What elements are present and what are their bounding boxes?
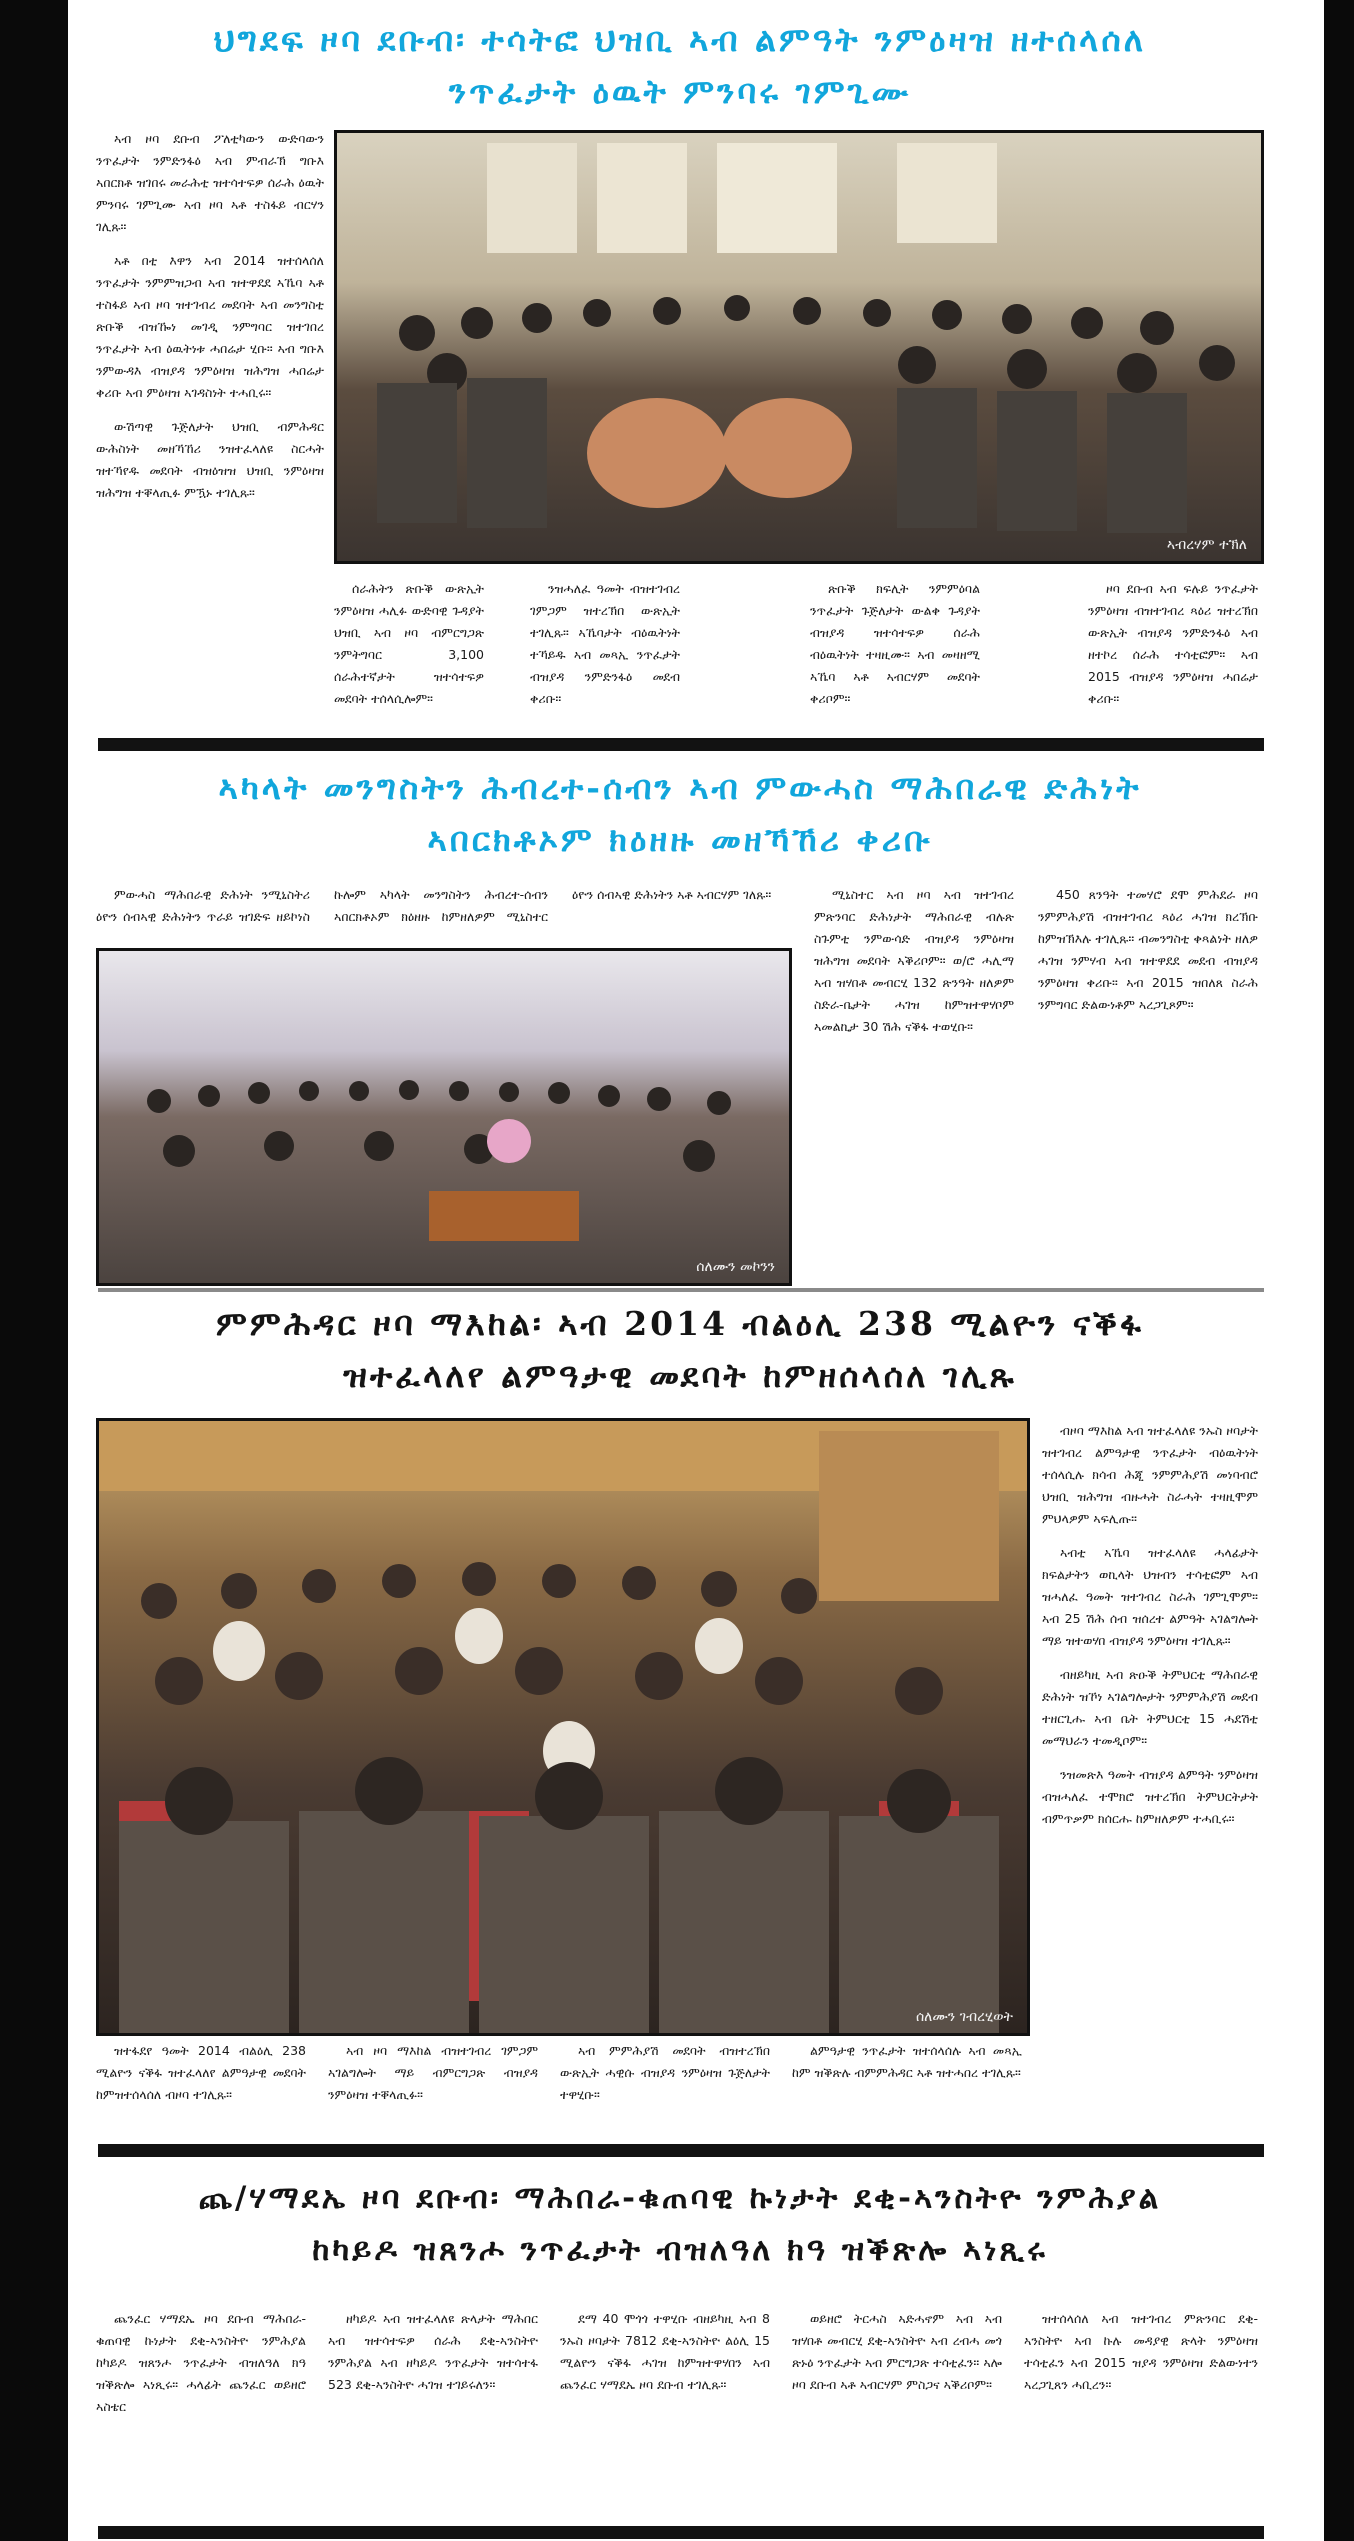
- article3-side-column: [1042, 1420, 1258, 2030]
- article3-column-3: [560, 2040, 770, 2140]
- paragraph: ዘካይዶ ኣብ ዝተፈላለዩ ጽላታት ማሕበር ኣብ ዝተሳተፍዎ ሰራሕ ደቂ-ኣንስትዮ ንምሕያል ኣብ ዘካይዶ ንጥፈታት ዝተሳተፋ 523 ደቂ-ኣንስትዮ ሓገዝ ተገይሩለን።: [328, 2311, 538, 2392]
- headline-line: ዝተፈላለየ ልምዓታዊ መደባት ከምዘሰላሰለ ገሊጹ: [343, 1356, 1017, 1395]
- paragraph: ጨንፈር ሃማደኤ ዞባ ደቡብ ማሕበራ-ቁጠባዊ ኩነታት ደቂ-ኣንስትዮ ንምሕያል ከካይዶ ዝጸንሖ ንጥፈታት ብዝለዓለ ክዓ ዝቕጽሎ ኣነጺሩ። ሓላፊት ጨንፈር ወይዘሮ ኣስቴር: [96, 2311, 306, 2414]
- article2-lead-columns: [96, 884, 786, 944]
- article1-side-column: [96, 128, 324, 576]
- paragraph: ሚኒስተር ኣብ ዞባ ኣብ ዝተገብረ ምጽንባር ድሕነታት ማሕበራዊ ብሉጽ ስጉምቲ ንምውሳድ ብዝያዳ ንምዕዛዝ ዝሕግዝ መደባት ኣቕሪቦም። ወ/ሮ ሓሊማ ኣብ ዝሃበቶ መብርሂ 132 ጽንዓት ዘለዎም ስድራ-ቤታት ሓገዝ ከምዝተዋሃቦም ኣመልኪታ 30 ሽሕ ናቕፋ ተወሂቡ።: [814, 887, 1014, 1034]
- article3-headline: [90, 1298, 1270, 1402]
- paragraph: ኣብ ዞባ ደቡብ ፖለቲካውን ውድባውን ንጥፈታት ንምድንፋዕ ኣብ ምብራኽ ግቡእ ኣበርክቶ ዝገበሩ መራሕቲ ዝተሳተፍዎ ሰራሕ ዕዉት ምንባሩ ገምጊሙ ኣብ ዞባ ኣቶ ተስፋይ ብርሃን ገሊጹ።: [96, 131, 324, 234]
- article1-column-3: [810, 578, 980, 728]
- article4-column-4: [792, 2308, 1002, 2518]
- headline-line: ህግደፍ ዞባ ደቡብ፡ ተሳትፎ ህዝቢ ኣብ ልምዓት ንምዕዛዝ ዘተሰላሰለ: [213, 20, 1147, 59]
- paragraph: ውሽጣዊ ጉጅለታት ህዝቢ ብምሕዳር ውሕስነት መዘኻኸሪ ንዝተፈላለዩ ስርሓት ዝተኻየዱ መደባት ብዝዕዝዝ ህዝቢ ንምዕዛዝ ዝሕግዝ ተቐላጢፉ ምዃኑ ተገሊጹ።: [96, 419, 324, 500]
- article1-column-1: [334, 578, 484, 728]
- article3-column-4: [792, 2040, 1022, 2140]
- paragraph: ንዝሓለፈ ዓመት ብዝተገብረ ገምጋም ዝተረኽበ ውጽኢት ተገሊጹ። ኣኼባታት ብዕዉትነት ተኻይዱ ኣብ መጻኢ ንጥፈታት ብዝያዳ ንምድንፋዕ መደብ ቀሪቡ።: [530, 581, 680, 706]
- paragraph: ኣብ ዞባ ማእከል ብዝተገብረ ገምጋም ኣገልግሎት ማይ ብምርግጋጽ ብዝያዳ ንምዕዛዝ ተቐላጢፉ።: [328, 2043, 538, 2102]
- headline-line: ምምሕዳር ዞባ ማእከል፡ ኣብ 2014 ብልዕሊ 238 ሚልዮን ናቕፋ: [216, 1304, 1144, 1343]
- article2-column-3: [1038, 884, 1258, 1280]
- article4-column-3: [560, 2308, 770, 2518]
- article1-headline: [90, 14, 1270, 118]
- article4-column-2: [328, 2308, 538, 2518]
- page-content: [90, 0, 1270, 2541]
- paragraph: 450 ጸንዓት ተመሃሮ ደሞ ምሕደራ ዞባ ንምምሕያሽ ብዝተገብረ ጻዕሪ ሓገዝ ክረኽቡ ከምዝኽእሉ ተገሊጹ። ብመንግስቲ ቀጻልነት ዘለዎ ሓገዝ ንምሃብ ኣብ ዝተዋደደ መደብ ብዝያዳ ንምዕዛዝ ቀሪቡ። ኣብ 2015 ዝበለጸ ስራሕ ንምግባር ድልውነቶም ኣረጋጊጾም።: [1038, 887, 1258, 1012]
- paragraph: ኣቶ በቲ እዋን ኣብ 2014 ዝተሰላሰለ ንጥፈታት ንምምዝጋብ ኣብ ዝተዋደደ ኣኼባ ኣቶ ተስፋይ ኣብ ዞባ ዝተገብረ መደባት ኣብ መንግስቲ ጽቡቕ ብዝዀነ መገዲ ንምግባር ዝተገበረ ንጥፈታት ኣብ ዕዉትነቱ ሓበሬታ ሂቡ። ኣብ ግቡእ ንምውዳእ ብዝያዳ ንምዕዛዝ ዝሕግዝ ሓበሬታ ቀሪቡ ኣብ ምዕዛዝ ኣገዳስነት ተሓቢሩ።: [96, 253, 324, 400]
- article2-column-2: [814, 884, 1014, 1280]
- photo-credit: ሰለሙን መኮንን: [696, 1259, 775, 1275]
- article4-column-1: [96, 2308, 306, 2518]
- headline-line: ኣካላት መንግስትን ሕብረተ-ሰብን ኣብ ምውሓስ ማሕበራዊ ድሕነት: [218, 768, 1142, 807]
- page-bottom-rule: [98, 2526, 1264, 2539]
- left-margin-bar: [0, 0, 68, 2541]
- section-divider: [98, 738, 1264, 751]
- paragraph: ልምዓታዊ ንጥፈታት ዝተሰላሰሉ ኣብ መጻኢ ከም ዝቕጽሉ ብምምሕዳር ኣቶ ዝተሓበረ ተገሊጹ።: [792, 2043, 1022, 2080]
- paragraph: ጽቡቕ ክፍሊት ንምምዕባል ንጥፈታት ጉጅለታት ውልቀ ጉዳያት ብዝያዳ ዝተሳተፍዎ ሰራሕ ብዕዉትነት ተዛዚሙ። ኣብ መዛዘሚ ኣኼባ ኣቶ ኣብርሃም መደባት ቀሪቦም።: [810, 581, 980, 706]
- article4-headline: [90, 2172, 1270, 2276]
- paragraph: ኣብቲ ኣኼባ ዝተፈላለዩ ሓላፊታት ክፍልታትን ወኪላት ህዝብን ተሳቲፎም ኣብ ዝሓለፈ ዓመት ዝተገብረ ስራሕ ገምጊሞም። ኣብ 25 ሽሕ ሰብ ዝሰረተ ልምዓት ኣገልግሎት ማይ ዝተወሃበ ብዝያዳ ንምዕዛዝ ተገሊጹ።: [1042, 1545, 1258, 1648]
- headline-line: ንጥፈታት ዕዉት ምንባሩ ገምጊሙ: [448, 72, 912, 111]
- article3-photo-audience: [96, 1418, 1030, 2036]
- article1-column-2: [530, 578, 680, 728]
- section-divider-thin: [98, 1288, 1264, 1292]
- photo-credit: ሰለሙን ገብረሂወት: [915, 2009, 1013, 2025]
- paragraph: ሰራሕትን ጽቡቕ ውጽኢት ንምዕዛዝ ሓሊፉ ውድባዊ ጉዳያት ህዝቢ ኣብ ዞባ ብምርግጋጽ ንምትግባር 3,100 ሰራሕተኛታት ዝተሳተፍዎ መደባት ተሰላሲሎም።: [334, 581, 484, 706]
- headline-line: ጨ/ሃማደኤ ዞባ ደቡብ፡ ማሕበራ-ቁጠባዊ ኩነታት ደቂ-ኣንስትዮ ንምሕያል: [198, 2180, 1162, 2216]
- section-divider: [98, 2144, 1264, 2157]
- paragraph: ኣብ ምምሕያሽ መደባት ብዝተረኽበ ውጽኢት ሓዊሱ ብዝያዳ ንምዕዛዝ ጉጅለታት ተዋሂቡ።: [560, 2043, 770, 2102]
- article1-photo-meeting-hall: [334, 130, 1264, 564]
- photo-credit: ኣብረሃም ተኽለ: [1166, 537, 1247, 553]
- paragraph: ንዝመጽእ ዓመት ብዝያዳ ልምዓት ንምዕዛዝ ብዝሓለፈ ተሞክሮ ዝተረኽበ ትምህርትታት ብምጥቃም ክሰርሑ ከምዘለዎም ተሓቢሩ።: [1042, 1767, 1258, 1826]
- paragraph: ብዘይካዚ ኣብ ጽዑቕ ትምህርቲ ማሕበራዊ ድሕነት ዝኾነ ኣገልግሎታት ንምምሕያሽ መደብ ተዘርጊሑ ኣብ ቤት ትምህርቲ 15 ሓደሽቲ መማህራን ተመዲቦም።: [1042, 1667, 1258, 1748]
- headline-line: ኣበርክቶኦም ክዕዘዙ መዘኻኸሪ ቀሪቡ: [427, 820, 933, 859]
- article2-headline: [90, 762, 1270, 866]
- article3-column-1: [96, 2040, 306, 2140]
- article1-column-4: [1088, 578, 1258, 728]
- paragraph: ወይዘሮ ትርሓስ ኣድሓኖም ኣብ ኣብ ዝሃበቶ መብርሂ ደቂ-ኣንስትዮ ኣብ ረብሓ መጎ ጽኑዕ ንጥፈታት ኣብ ምርግጋጽ ተሳቲፈን። ኣሎ ዞባ ደቡብ ኣቶ ኣብርሃም ምስጋና ኣቕሪቦም።: [792, 2311, 1002, 2392]
- paragraph: ዝተፋደየ ዓመት 2014 ብልዕሊ 238 ሚልዮን ናቕፋ ዝተፈላለየ ልምዓታዊ መደባት ከምዝተሰላሰለ ብዞባ ተገሊጹ።: [96, 2043, 306, 2102]
- article2-photo-assembly: [96, 948, 792, 1286]
- article4-column-5: [1024, 2308, 1258, 2518]
- paragraph: ደማ 40 ሞጎጎ ተዋሂቡ ብዘይካዚ ኣብ 8 ንኡስ ዞባታት 7812 ደቂ-ኣንስትዮ ልዕሊ 15 ሚልዮን ናቕፋ ሓገዝ ከምዝተዋሃበን ኣብ ጨንፈር ሃማደኤ ዞባ ደቡብ ተገሊጹ።: [560, 2311, 770, 2392]
- right-margin-bar: [1324, 0, 1354, 2541]
- paragraph: ዞባ ደቡብ ኣብ ፍሉይ ንጥፈታት ንምዕዛዝ ብዝተገብረ ጻዕሪ ዝተረኽበ ውጽኢት ብዝያዳ ንምድንፋዕ ኣብ ዘተኮረ ሰራሕ ተሳቲፎም። ኣብ 2015 ብዝያዳ ንምዕዛዝ ሓበሬታ ቀሪቡ።: [1088, 581, 1258, 706]
- article3-column-2: [328, 2040, 538, 2140]
- headline-line: ከካይዶ ዝጸንሖ ንጥፈታት ብዝለዓለ ክዓ ዝቕጽሎ ኣነጺሩ: [312, 2232, 1048, 2268]
- paragraph: ምውሓስ ማሕበራዊ ድሕነት ንሚኒስትሪ ዕዮን ሰብኣዊ ድሕነትን ጥራይ ዝገድፍ ዘይኮነስ ኩሎም ኣካላት መንግስትን ሕብረተ-ሰብን ኣበርክቶኦም ክዕዘዙ ከምዘለዎም ሚኒስተር ዕዮን ሰብኣዊ ድሕነትን ኣቶ ኣብርሃም ገለጹ።: [96, 887, 772, 924]
- paragraph: ብዞባ ማእከል ኣብ ዝተፈላለዩ ንኡስ ዞባታት ዝተገብረ ልምዓታዊ ንጥፈታት ብዕዉትነት ተሰላሲሉ ክሳብ ሕጂ ንምምሕያሽ መነባብሮ ህዝቢ ዝሕግዝ ብዙሓት ስራሓት ተዛዚሞም ምህላዎም ኣፍሊጡ።: [1042, 1423, 1258, 1526]
- paragraph: ዝተሰላሰለ ኣብ ዝተገብረ ምጽንባር ደቂ-ኣንስትዮ ኣብ ኩሉ መዳያዊ ጽላት ንምዕዛዝ ተሳቲፈን ኣብ 2015 ዝያዳ ንምዕዛዝ ድልውነተን ኣረጋጊጸን ሓቢረን።: [1024, 2311, 1258, 2392]
